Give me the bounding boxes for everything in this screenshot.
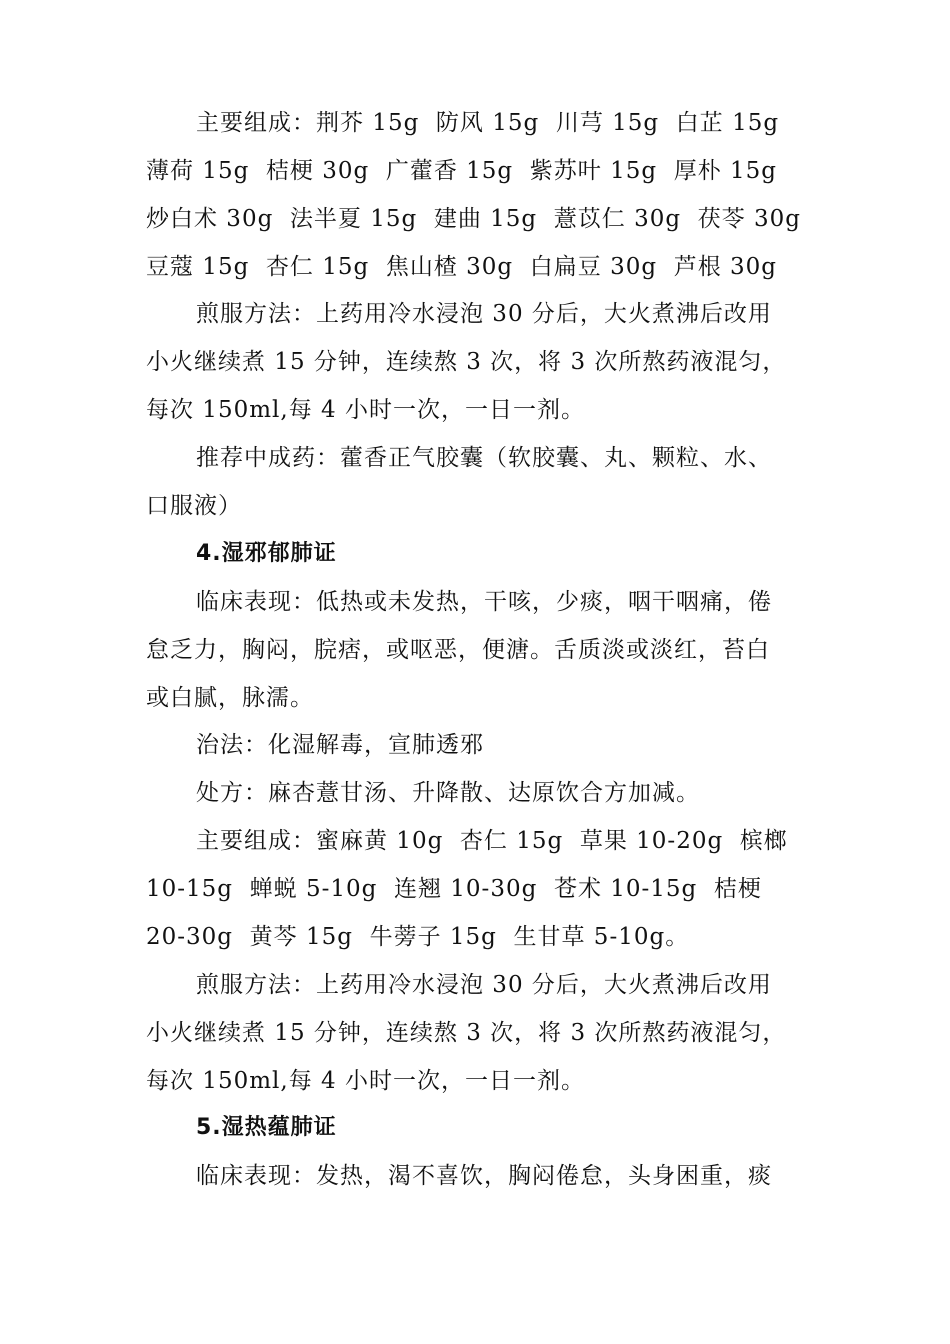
- decoction2-line-3: 每次 150ml,每 4 小时一次，一日一剂。: [146, 1068, 585, 1094]
- clinical-line-2: 怠乏力，胸闷，脘痞，或呕恶，便溏。舌质淡或淡红，苔白: [146, 637, 770, 663]
- composition-line-4: 豆蔻 15g 杏仁 15g 焦山楂 30g 白扁豆 30g 芦根 30g: [146, 254, 777, 280]
- decoction2-line-2: 小火继续煮 15 分钟，连续熬 3 次，将 3 次所熬药液混匀，: [146, 1020, 787, 1046]
- decoction2-line-1: 煎服方法：上药用冷水浸泡 30 分后，大火煮沸后改用: [196, 972, 772, 998]
- prescription-line: 处方：麻杏薏甘汤、升降散、达原饮合方加减。: [196, 780, 700, 806]
- section-heading-4: 4.湿邪郁肺证: [196, 541, 337, 566]
- composition2-line-1: 主要组成：蜜麻黄 10g 杏仁 15g 草果 10-20g 槟榔: [196, 828, 788, 854]
- decoction-line-1: 煎服方法：上药用冷水浸泡 30 分后，大火煮沸后改用: [196, 301, 772, 327]
- clinical2-line-1: 临床表现：发热，渴不喜饮，胸闷倦怠，头身困重，痰: [196, 1163, 772, 1189]
- composition2-line-2: 10-15g 蝉蜕 5-10g 连翘 10-30g 苍术 10-15g 桔梗: [146, 876, 762, 902]
- composition-line-1: 主要组成：荆芥 15g 防风 15g 川芎 15g 白芷 15g: [196, 110, 780, 136]
- section-heading-5: 5.湿热蕴肺证: [196, 1115, 337, 1140]
- composition-line-3: 炒白术 30g 法半夏 15g 建曲 15g 薏苡仁 30g 茯苓 30g: [146, 206, 801, 232]
- composition2-line-3: 20-30g 黄芩 15g 牛蒡子 15g 生甘草 5-10g。: [146, 924, 690, 950]
- treatment-line: 治法：化湿解毒，宣肺透邪: [196, 732, 484, 758]
- patent-medicine-line-2: 口服液）: [146, 493, 242, 519]
- clinical-line-3: 或白腻，脉濡。: [146, 685, 314, 711]
- decoction-line-3: 每次 150ml,每 4 小时一次，一日一剂。: [146, 397, 585, 423]
- composition-line-2: 薄荷 15g 桔梗 30g 广藿香 15g 紫苏叶 15g 厚朴 15g: [146, 158, 777, 184]
- clinical-line-1: 临床表现：低热或未发热，干咳，少痰，咽干咽痛，倦: [196, 589, 772, 615]
- patent-medicine-line-1: 推荐中成药：藿香正气胶囊（软胶囊、丸、颗粒、水、: [196, 445, 772, 471]
- decoction-line-2: 小火继续煮 15 分钟，连续熬 3 次，将 3 次所熬药液混匀，: [146, 349, 787, 375]
